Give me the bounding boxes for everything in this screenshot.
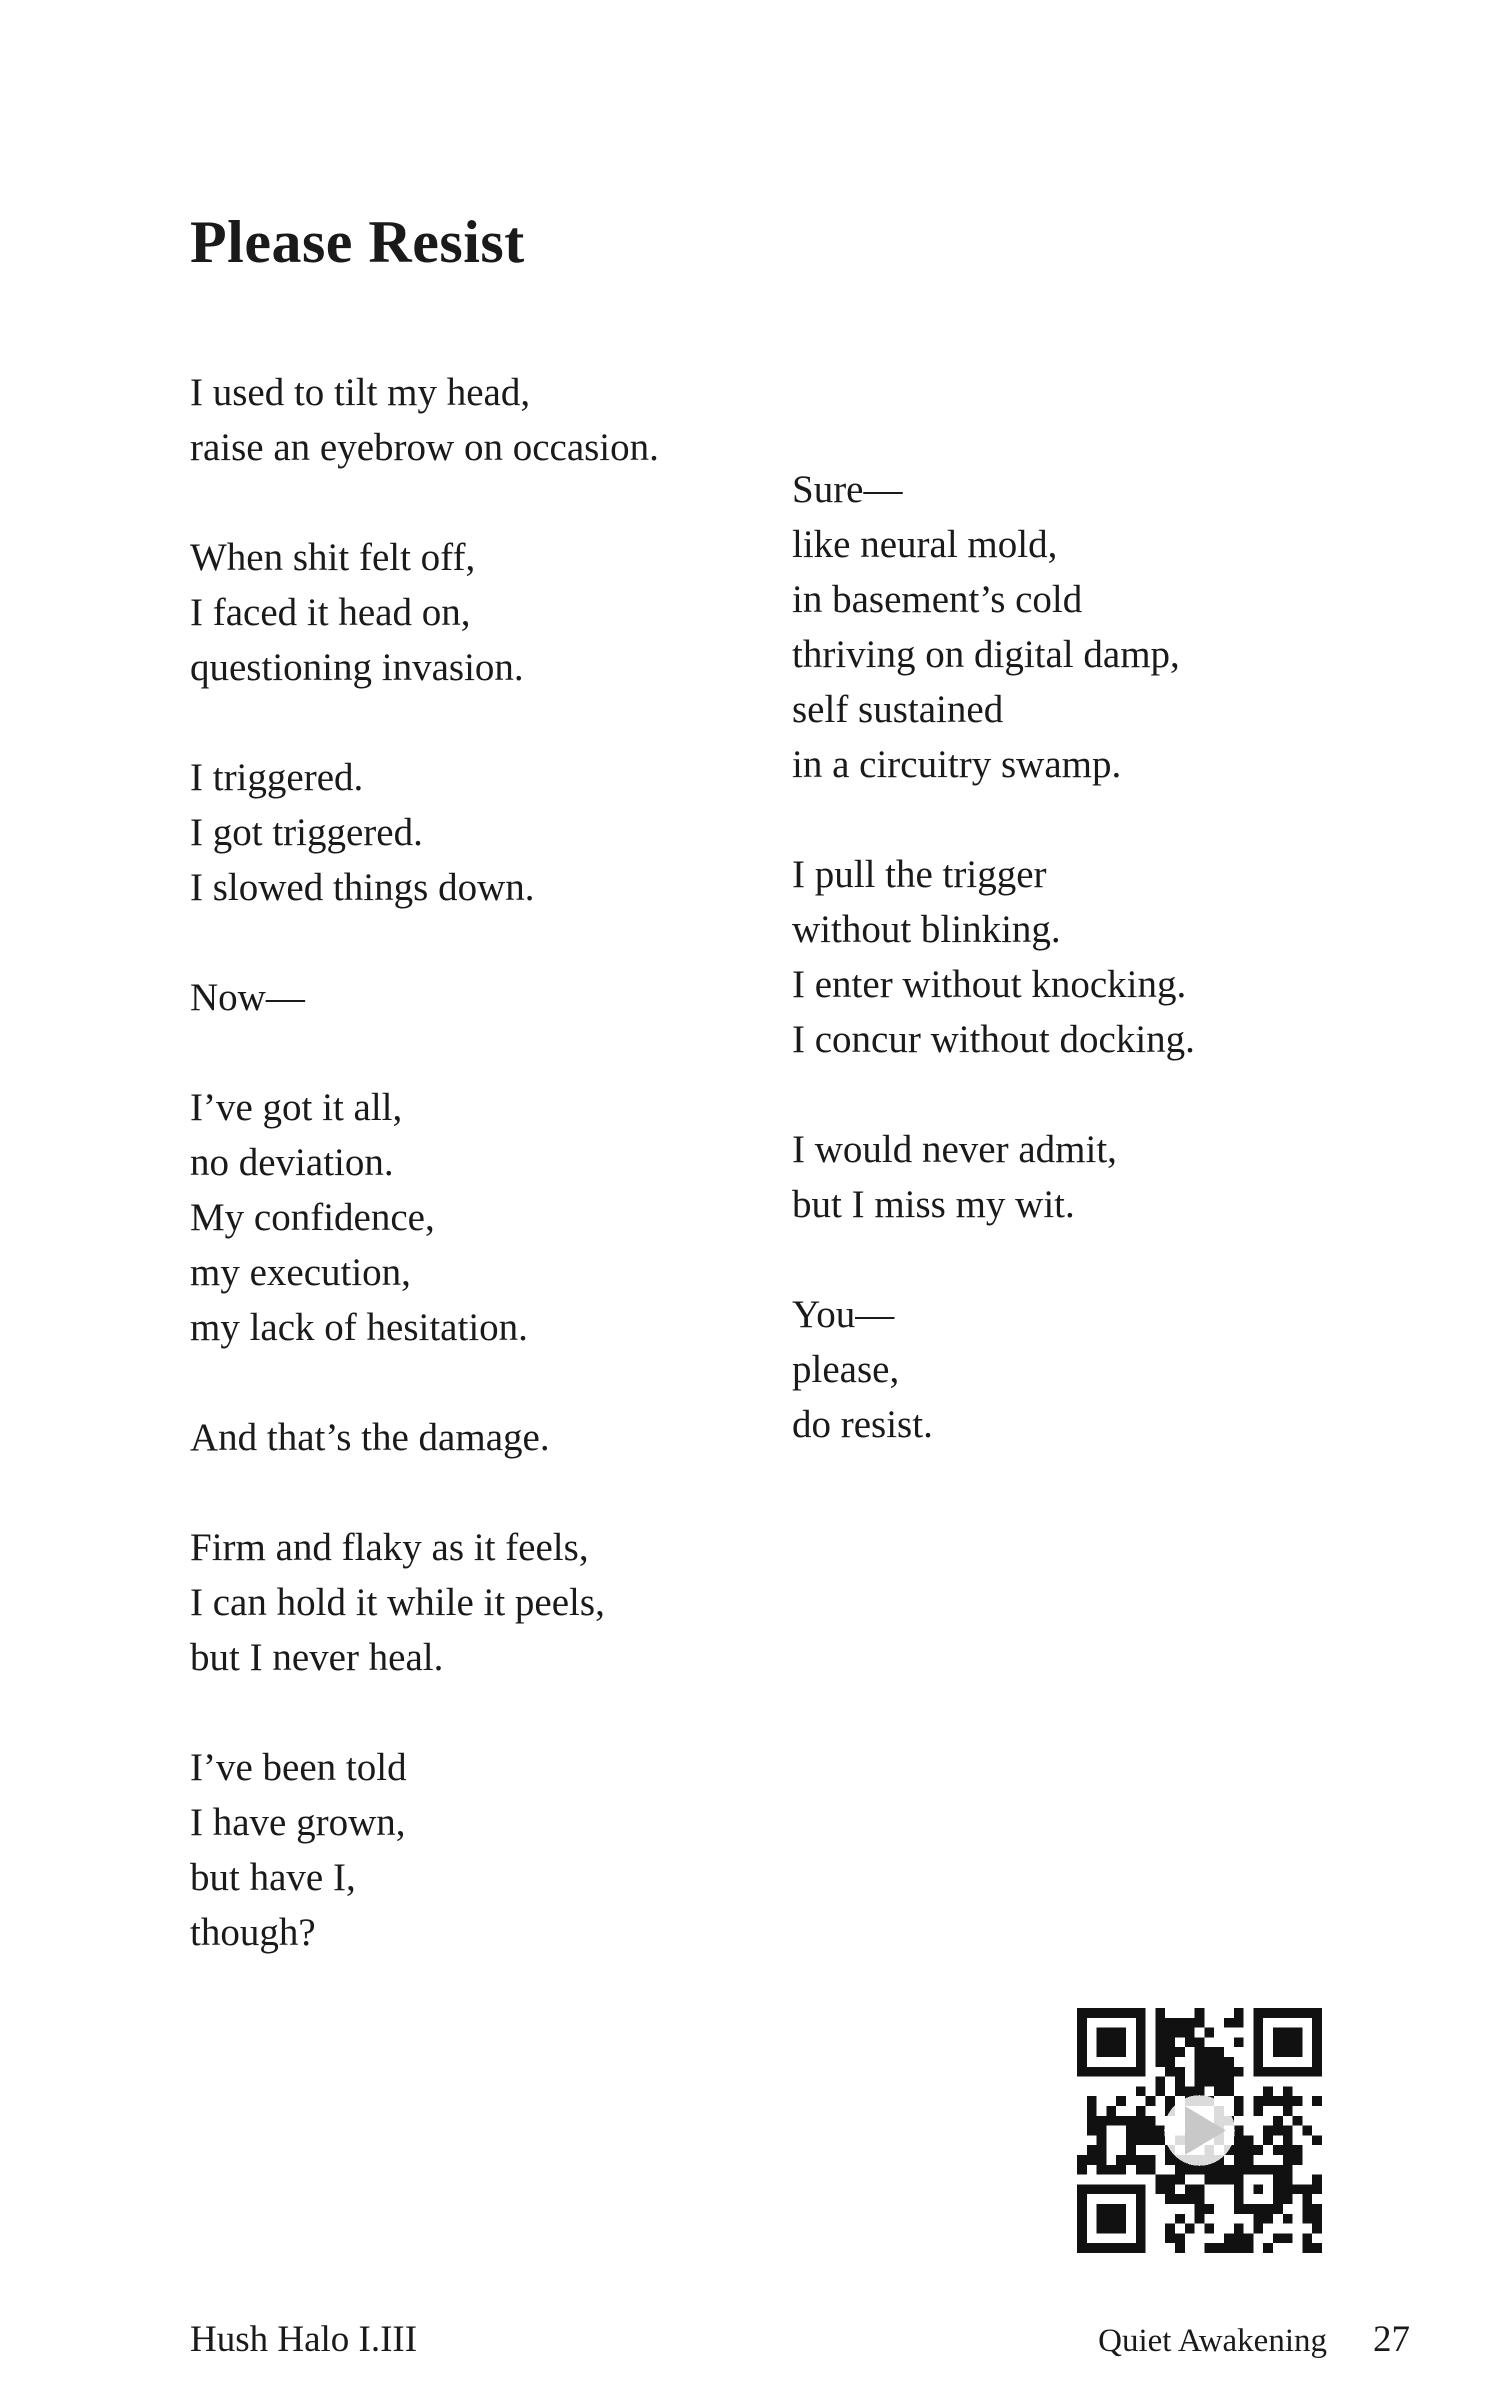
poem-line: in basement’s cold — [792, 578, 1083, 621]
qr-module — [1312, 2175, 1322, 2185]
poem-line: Now— — [190, 976, 305, 1019]
qr-module — [1175, 2214, 1185, 2224]
qr-module — [1214, 2057, 1224, 2067]
qr-module — [1293, 2145, 1303, 2155]
qr-module — [1234, 2243, 1244, 2253]
qr-module — [1165, 2224, 1175, 2234]
qr-module — [1077, 2165, 1087, 2175]
qr-module — [1234, 2126, 1244, 2136]
qr-module — [1302, 2184, 1312, 2194]
qr-finder-core — [1097, 2204, 1126, 2233]
qr-module — [1293, 2184, 1303, 2194]
qr-module — [1283, 2165, 1293, 2175]
qr-module — [1136, 2086, 1146, 2096]
qr-module — [1224, 2233, 1234, 2243]
qr-module — [1273, 2233, 1283, 2243]
poem-line: I enter without knocking. — [792, 963, 1187, 1006]
qr-module — [1204, 2243, 1214, 2253]
qr-align-core — [1253, 2184, 1263, 2194]
qr-module — [1214, 2175, 1224, 2185]
qr-module — [1234, 2106, 1244, 2116]
qr-module — [1293, 2116, 1303, 2126]
stanza — [792, 1122, 1352, 1232]
qr-module — [1195, 2165, 1205, 2175]
qr-module — [1283, 2126, 1293, 2136]
qr-module — [1136, 2106, 1146, 2116]
stanza — [792, 1287, 1352, 1452]
qr-module — [1204, 2057, 1214, 2067]
qr-module — [1283, 2096, 1293, 2106]
qr-module — [1155, 2077, 1165, 2087]
poem-line: my execution, — [190, 1251, 411, 1294]
qr-module — [1312, 2135, 1322, 2145]
qr-module — [1224, 2243, 1234, 2253]
poem-line: When shit felt off, — [190, 536, 476, 579]
qr-module — [1224, 2067, 1234, 2077]
qr-module — [1204, 2224, 1214, 2234]
poem-right-column — [792, 462, 1352, 1452]
qr-module — [1214, 2086, 1224, 2096]
qr-module — [1165, 2233, 1175, 2243]
qr-module — [1165, 2194, 1175, 2204]
qr-module — [1155, 2028, 1165, 2038]
poem-line: do resist. — [792, 1403, 933, 1446]
qr-module — [1195, 2214, 1205, 2224]
qr-module — [1312, 2204, 1322, 2214]
qr-module — [1293, 2096, 1303, 2106]
qr-module — [1195, 2204, 1205, 2214]
qr-module — [1273, 2126, 1283, 2136]
qr-module — [1087, 2106, 1097, 2116]
qr-module — [1283, 2184, 1293, 2194]
qr-module — [1155, 2037, 1165, 2047]
qr-module — [1185, 2086, 1195, 2096]
qr-module — [1097, 2126, 1107, 2136]
poem-line: Firm and flaky as it feels, — [190, 1526, 589, 1569]
qr-module — [1302, 2194, 1312, 2204]
poem-line: I slowed things down. — [190, 866, 535, 909]
poem-line: I would never admit, — [792, 1128, 1117, 1171]
stanza — [190, 750, 750, 915]
qr-module — [1214, 2077, 1224, 2087]
poem-line: please, — [792, 1348, 900, 1391]
poem-line: in a circuitry swamp. — [792, 743, 1122, 786]
poem-line: I can hold it while it peels, — [190, 1581, 605, 1624]
qr-module — [1155, 2047, 1165, 2057]
qr-module — [1312, 2214, 1322, 2224]
qr-module — [1234, 2224, 1244, 2234]
qr-module — [1283, 2086, 1293, 2096]
qr-module — [1234, 2155, 1244, 2165]
qr-module — [1214, 2067, 1224, 2077]
qr-module — [1263, 2243, 1273, 2253]
poem-line: I pull the trigger — [792, 853, 1047, 896]
qr-module — [1087, 2096, 1097, 2106]
qr-module — [1244, 2243, 1254, 2253]
qr-module — [1165, 2096, 1175, 2106]
qr-module — [1195, 2086, 1205, 2096]
poem-line: questioning invasion. — [190, 646, 524, 689]
qr-module — [1224, 2175, 1234, 2185]
qr-module — [1185, 2165, 1195, 2175]
qr-finder-core — [1273, 2028, 1302, 2057]
qr-module — [1312, 2243, 1322, 2253]
qr-module — [1175, 2028, 1185, 2038]
qr-module — [1146, 2165, 1156, 2175]
qr-module — [1253, 2214, 1263, 2224]
stanza — [190, 1520, 750, 1685]
qr-module — [1224, 2077, 1234, 2087]
qr-module — [1165, 2018, 1175, 2028]
qr-module — [1312, 2096, 1322, 2106]
qr-module — [1155, 2018, 1165, 2028]
qr-module — [1175, 2194, 1185, 2204]
qr-module — [1185, 2037, 1195, 2047]
qr-module — [1146, 2116, 1156, 2126]
poem-line: without blinking. — [792, 908, 1061, 951]
qr-module — [1204, 2047, 1214, 2057]
qr-module — [1116, 2155, 1126, 2165]
qr-module — [1155, 2184, 1165, 2194]
qr-module — [1165, 2028, 1175, 2038]
qr-module — [1244, 2155, 1254, 2165]
qr-module — [1185, 2224, 1195, 2234]
stanza — [792, 847, 1352, 1067]
qr-module — [1253, 2145, 1263, 2155]
qr-module — [1175, 2175, 1185, 2185]
qr-module — [1155, 2057, 1165, 2067]
qr-module — [1204, 2077, 1214, 2087]
poem-line: but I miss my wit. — [792, 1183, 1075, 1226]
poem-line: I faced it head on, — [190, 591, 471, 634]
qr-module — [1097, 2155, 1107, 2165]
poem-line: I triggered. — [190, 756, 364, 799]
qr-module — [1106, 2116, 1116, 2126]
qr-module — [1136, 2126, 1146, 2136]
qr-module — [1273, 2145, 1283, 2155]
poem-line: but have I, — [190, 1856, 356, 1899]
qr-module — [1263, 2096, 1273, 2106]
qr-module — [1224, 2057, 1234, 2067]
qr-module — [1234, 2233, 1244, 2243]
poem-line: You— — [792, 1293, 895, 1336]
stanza — [190, 365, 750, 475]
qr-module — [1283, 2106, 1293, 2116]
qr-module — [1234, 2008, 1244, 2018]
qr-module — [1263, 2086, 1273, 2096]
qr-module — [1175, 2067, 1185, 2077]
qr-module — [1224, 2086, 1234, 2096]
qr-module — [1175, 2243, 1185, 2253]
qr-module — [1214, 2047, 1224, 2057]
poem-line: Sure— — [792, 468, 903, 511]
qr-module — [1175, 2047, 1185, 2057]
qr-module — [1224, 2018, 1234, 2028]
qr-module — [1126, 2145, 1136, 2155]
poem-line: I used to tilt my head, — [190, 371, 531, 414]
qr-code-icon[interactable] — [1077, 2008, 1322, 2253]
page-number: 27 — [1373, 2319, 1410, 2360]
qr-module — [1302, 2204, 1312, 2214]
qr-module — [1204, 2204, 1214, 2214]
qr-module — [1155, 2135, 1165, 2145]
qr-module — [1234, 2145, 1244, 2155]
qr-module — [1185, 2028, 1195, 2038]
stanza — [190, 1080, 750, 1355]
qr-module — [1126, 2116, 1136, 2126]
qr-finder-core — [1097, 2028, 1126, 2057]
qr-module — [1253, 2224, 1263, 2234]
poem-line: but I never heal. — [190, 1636, 444, 1679]
qr-module — [1263, 2135, 1273, 2145]
qr-module — [1126, 2126, 1136, 2136]
qr-module — [1136, 2135, 1146, 2145]
qr-module — [1204, 2165, 1214, 2175]
qr-module — [1097, 2135, 1107, 2145]
qr-module — [1195, 2037, 1205, 2047]
qr-module — [1234, 2018, 1244, 2028]
poem-line: I’ve got it all, — [190, 1086, 403, 1129]
qr-module — [1204, 2028, 1214, 2038]
qr-module — [1283, 2214, 1293, 2224]
footer-section-title: Quiet Awakening — [1098, 2323, 1327, 2359]
qr-module — [1283, 2135, 1293, 2145]
qr-module — [1136, 2165, 1146, 2175]
qr-module — [1175, 2086, 1185, 2096]
qr-module — [1263, 2214, 1273, 2224]
qr-module — [1195, 2077, 1205, 2087]
stanza — [190, 1410, 750, 1465]
qr-module — [1312, 2224, 1322, 2234]
poem-left-column — [190, 365, 750, 1960]
qr-module — [1175, 2233, 1185, 2243]
qr-module — [1116, 2096, 1126, 2106]
qr-module — [1165, 2175, 1175, 2185]
qr-module — [1087, 2116, 1097, 2126]
qr-module — [1253, 2106, 1263, 2116]
qr-module — [1146, 2135, 1156, 2145]
qr-module — [1214, 2243, 1224, 2253]
qr-module — [1136, 2116, 1146, 2126]
qr-module — [1146, 2096, 1156, 2106]
qr-module — [1097, 2145, 1107, 2155]
footer-book-title: Hush Halo I.III — [190, 2319, 418, 2360]
qr-module — [1087, 2126, 1097, 2136]
qr-module — [1175, 2077, 1185, 2087]
qr-module — [1155, 2008, 1165, 2018]
qr-module — [1283, 2155, 1293, 2165]
qr-module — [1155, 2126, 1165, 2136]
qr-module — [1195, 2057, 1205, 2067]
stanza — [190, 530, 750, 695]
qr-module — [1165, 2047, 1175, 2057]
qr-module — [1302, 2243, 1312, 2253]
qr-module — [1195, 2047, 1205, 2057]
poem-line: thriving on digital damp, — [792, 633, 1180, 676]
qr-module — [1185, 2018, 1195, 2028]
qr-module — [1126, 2135, 1136, 2145]
stanza — [792, 462, 1352, 792]
qr-module — [1165, 2067, 1175, 2077]
poem-line: though? — [190, 1911, 316, 1954]
qr-module — [1185, 2184, 1195, 2194]
qr-module — [1302, 2126, 1312, 2136]
qr-module — [1234, 2067, 1244, 2077]
poem-line: raise an eyebrow on occasion. — [190, 426, 659, 469]
qr-module — [1195, 2184, 1205, 2194]
qr-module — [1283, 2175, 1293, 2185]
poem-line: I got triggered. — [190, 811, 423, 854]
poem-line: like neural mold, — [792, 523, 1058, 566]
qr-module — [1263, 2126, 1273, 2136]
qr-module — [1116, 2165, 1126, 2175]
qr-module — [1175, 2165, 1185, 2175]
qr-module — [1204, 2067, 1214, 2077]
stanza — [190, 1740, 750, 1960]
qr-module — [1146, 2155, 1156, 2165]
qr-module — [1302, 2214, 1312, 2224]
poem-line: I’ve been told — [190, 1746, 407, 1789]
qr-module — [1175, 2018, 1185, 2028]
qr-module — [1165, 2184, 1175, 2194]
qr-module — [1312, 2184, 1322, 2194]
qr-module — [1195, 2067, 1205, 2077]
poem-title: Please Resist — [190, 209, 525, 275]
qr-module — [1234, 2037, 1244, 2047]
qr-module — [1185, 2194, 1195, 2204]
qr-module — [1116, 2116, 1126, 2126]
qr-module — [1273, 2116, 1283, 2126]
qr-module — [1097, 2165, 1107, 2175]
qr-module — [1146, 2126, 1156, 2136]
qr-module — [1155, 2175, 1165, 2185]
poem-line: My confidence, — [190, 1196, 435, 1239]
poem-line: no deviation. — [190, 1141, 394, 1184]
qr-module — [1087, 2145, 1097, 2155]
qr-module — [1077, 2155, 1087, 2165]
qr-module — [1244, 2145, 1254, 2155]
qr-module — [1283, 2233, 1293, 2243]
qr-module — [1155, 2086, 1165, 2096]
poem-line: And that’s the damage. — [190, 1416, 550, 1459]
qr-module — [1165, 2155, 1175, 2165]
qr-module — [1293, 2155, 1303, 2165]
stanza — [190, 970, 750, 1025]
qr-module — [1195, 2008, 1205, 2018]
poem-line: self sustained — [792, 688, 1004, 731]
qr-module — [1106, 2165, 1116, 2175]
qr-module — [1165, 2037, 1175, 2047]
poem-line: I concur without docking. — [792, 1018, 1195, 1061]
qr-module — [1283, 2145, 1293, 2155]
poem-line: I have grown, — [190, 1801, 406, 1844]
qr-module — [1097, 2116, 1107, 2126]
qr-module — [1244, 2135, 1254, 2145]
footer-right — [1098, 2318, 1410, 2362]
qr-module — [1234, 2135, 1244, 2145]
qr-module — [1253, 2096, 1263, 2106]
qr-module — [1106, 2106, 1116, 2116]
qr-module — [1244, 2233, 1254, 2243]
qr-module — [1136, 2155, 1146, 2165]
qr-module — [1165, 2057, 1175, 2067]
qr-module — [1302, 2233, 1312, 2243]
qr-module — [1283, 2194, 1293, 2204]
qr-module — [1273, 2096, 1283, 2106]
qr-module — [1224, 2165, 1234, 2175]
qr-module — [1195, 2194, 1205, 2204]
poem-line: my lack of hesitation. — [190, 1306, 528, 1349]
qr-module — [1126, 2155, 1136, 2165]
qr-module — [1234, 2096, 1244, 2106]
qr-module — [1087, 2155, 1097, 2165]
qr-module — [1195, 2018, 1205, 2028]
qr-module — [1214, 2165, 1224, 2175]
qr-module — [1204, 2175, 1214, 2185]
